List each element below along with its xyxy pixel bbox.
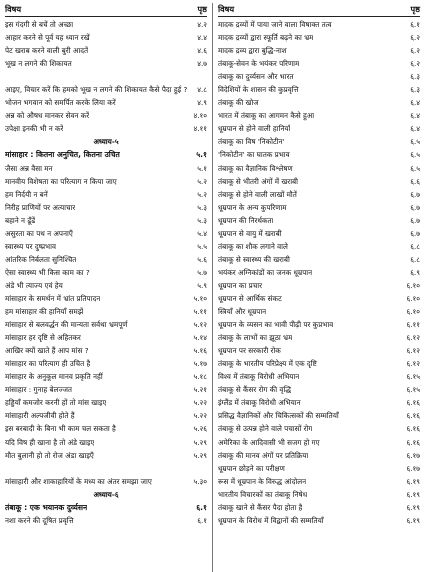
entry-page-number: ५.१८ (193, 372, 207, 382)
entry-page-number: ४.८ (197, 85, 207, 95)
toc-entry (5, 70, 207, 96)
toc-entry (218, 122, 420, 135)
toc-entry (218, 514, 420, 527)
toc-entry (5, 409, 207, 422)
entry-page-number: ५.२९ (193, 437, 207, 447)
entry-title: इस गंदगी से बचें तो अच्छा (5, 20, 74, 29)
entry-page-number: ५.३० (193, 476, 207, 486)
toc-entry (5, 462, 207, 488)
toc-entry (218, 475, 420, 488)
toc-entry (5, 240, 207, 253)
entry-page-number: ६.२ (410, 59, 420, 69)
entry-title: उपेक्षा इनकी भी न करें (5, 124, 64, 134)
entry-page-number: ६.८ (410, 241, 420, 251)
toc-entry (5, 357, 207, 370)
entry-title: इंग्लैंड में तंबाकू विरोधी अभियान (218, 398, 301, 408)
toc-entry (5, 422, 207, 435)
toc-entry (5, 344, 207, 357)
toc-entry (218, 436, 420, 449)
entry-page-number: ६.४ (410, 111, 420, 121)
entry-title: तंबाकू के लाभों का झूठा भ्रम (218, 333, 293, 343)
entry-title: धूम्रपान की निरर्थकता (218, 215, 274, 225)
entry-title: आखिर क्यों खाते हैं आप मांस ? (5, 346, 89, 356)
toc-entry (218, 266, 420, 279)
toc-entry (218, 83, 420, 96)
entry-title: मांसाहार : कितना अनुचित, कितना उचित (5, 150, 120, 160)
toc-entry (218, 488, 420, 501)
entry-page-number: ५.५ (197, 241, 207, 251)
toc-entry (218, 462, 420, 475)
entry-page-number: ६.७ (410, 215, 420, 225)
entry-title: तंबाकू के भारतीय परिप्रेक्ष्य में एक दृष्टि (218, 359, 317, 369)
entry-title: भयंकर अग्निकांडों का जनक धूम्रपान (218, 267, 313, 277)
toc-entry (5, 214, 207, 227)
entry-page-number: ५.२१ (193, 385, 207, 395)
entry-page-number: ६.१ (196, 502, 207, 512)
page-heading: पृष्ठ (197, 4, 207, 14)
entry-title: धूम्रपान के व्यसन का भावी पीढ़ी पर कुप्रभाव (218, 320, 334, 330)
entry-title: हम मांसाहार की हानियाँ समझें (5, 307, 84, 317)
entry-page-number: ५.२२ (193, 411, 207, 421)
entry-page-number: ६.१२ (406, 333, 420, 343)
toc-entry (218, 370, 420, 383)
entry-title: असुरता का पथ न अपनाएँ (5, 228, 73, 238)
entry-title: विदेशियों के शासन की कुप्रवृत्ति (218, 85, 299, 95)
entry-page-number: ६.१ (410, 20, 420, 29)
entry-page-number: ६.१६ (406, 411, 420, 421)
toc-entry (5, 279, 207, 292)
entry-title: तंबाकू से कैंसर रोग की वृद्धि (218, 385, 292, 395)
entry-page-number: ६.३ (410, 85, 420, 95)
entry-page-number: ५.३ (197, 215, 207, 225)
toc-entry (5, 514, 207, 527)
entry-title: हम निर्दयी न बनें (5, 189, 48, 199)
entry-page-number: ६.१० (406, 293, 420, 303)
toc-entry (218, 501, 420, 514)
entry-page-number: ६.७ (410, 202, 420, 212)
subject-heading: विषय (218, 4, 235, 14)
toc-entry (218, 214, 420, 227)
toc-entry (218, 135, 420, 148)
entry-title: धूम्रपान से होने वाली हानियाँ (218, 124, 291, 134)
entry-page-number: ५.१६ (193, 346, 207, 356)
page-heading: पृष्ठ (410, 4, 420, 14)
entry-title: हड्डियाँ कमजोर करनी हों तो मांस खाइए (5, 398, 107, 408)
toc-entry (5, 201, 207, 214)
entry-title: मांसाहार के समर्थन में भ्रांत प्रतिपादन (5, 293, 101, 303)
toc-entry (5, 31, 207, 44)
toc-entry (5, 109, 207, 122)
entry-page-number: ६.१६ (406, 424, 420, 434)
toc-entry (218, 409, 420, 422)
toc-entry (218, 357, 420, 370)
toc-entry (5, 162, 207, 175)
toc-entry (218, 70, 420, 83)
entry-title: स्वास्थ्य पर दुष्प्रभाव (5, 241, 56, 251)
entry-title: आइए, विचार करें कि हमको भूख न लगने की शिकायत कैसे पैदा हुई ? (5, 85, 188, 95)
entry-title: तंबाकू से उत्पन्न होने वाले पचासों रोग (218, 424, 313, 434)
toc-entry (218, 318, 420, 331)
entry-title: जैसा अन्न वैसा मन (5, 163, 53, 173)
entry-title: तंबाकू से होने वाली लाखों मौतें (218, 189, 297, 199)
entry-title: बहाने न ढूँढें (5, 215, 36, 225)
toc-entry (5, 436, 207, 449)
toc-entry (218, 18, 420, 31)
entry-title: धूम्रपान छोड़ने का परीक्षण (218, 463, 285, 473)
entry-title: अध्याय-६ (93, 489, 119, 499)
entry-page-number: ६.१९ (406, 489, 420, 499)
toc-entry (218, 109, 420, 122)
toc-entry (218, 175, 420, 188)
entry-page-number: ६.५ (410, 150, 420, 160)
entry-title: तंबाकू की खोज (218, 98, 259, 108)
left-entry-list (5, 18, 207, 527)
entry-page-number: ६.१७ (406, 463, 420, 473)
entry-title: रूस में धूम्रपान के विरुद्ध आंदोलन (218, 476, 307, 486)
entry-title: तंबाकू-सेवन के भयंकर परिणाम (218, 59, 300, 69)
entry-page-number: ६.१९ (406, 502, 420, 512)
entry-title: तंबाकू की मानव अंगों पर प्रतिक्रिया (218, 450, 309, 460)
entry-page-number: ६.१० (406, 307, 420, 317)
entry-page-number: ५.२ (197, 176, 207, 186)
entry-title: तंबाकू का शौक लगाने वाले (218, 241, 288, 251)
entry-page-number: ६.८ (410, 254, 420, 264)
entry-title: ऐसा स्वास्थ्य भी किस काम का ? (5, 267, 90, 277)
toc-entry (5, 253, 207, 266)
entry-title: पेट खराब करने वाली बुरी आदतें (5, 46, 89, 56)
entry-page-number: ५.२२ (193, 398, 207, 408)
toc-entry (218, 57, 420, 70)
entry-title: तंबाकू से भीतरी अंगों में खराबी (218, 176, 299, 186)
toc-entry (5, 188, 207, 201)
entry-title: 'निकोटीन' का घातक प्रभाव (218, 150, 290, 160)
entry-title: धूम्रपान का प्रचार (218, 280, 263, 290)
entry-page-number: ६.१९ (406, 515, 420, 525)
entry-page-number: ६.६ (410, 176, 420, 186)
entry-title: मांसाहार : गुनाह बेलज्जत (5, 385, 73, 395)
entry-title: भोजन भगवान को समर्पित करके लिया करें (5, 98, 116, 108)
toc-entry (218, 253, 420, 266)
toc-entry (218, 449, 420, 462)
entry-page-number: ६.७ (410, 228, 420, 238)
entry-title: तंबाकू से स्वास्थ्य की खराबी (218, 254, 290, 264)
entry-title: धूम्रपान से आर्थिक संकट (218, 293, 282, 303)
toc-entry (218, 188, 420, 201)
entry-page-number: ५.६ (197, 254, 207, 264)
entry-title: मांसाहारी और शाकाहारियों के मध्य का अंतर समझा जाए (5, 476, 152, 486)
entry-page-number: ६.१५ (406, 385, 420, 395)
toc-entry (218, 422, 420, 435)
right-column-header (218, 3, 420, 17)
entry-title: भारत में तंबाकू का आगमन कैसे हुआ (218, 111, 315, 121)
chapter-title-entry (5, 501, 207, 514)
entry-page-number: ६.२ (410, 33, 420, 43)
entry-title: तंबाकू का दुर्व्यसन और भारत (218, 72, 294, 82)
entry-title: मानवीय विशेषता का परित्याग न किया जाए (5, 176, 117, 186)
entry-title: तंबाकू खाने से कैंसर पैदा होता है (218, 502, 303, 512)
entry-title: अंडे भी त्याज्य एवं हेय (5, 280, 63, 290)
toc-entry (5, 396, 207, 409)
entry-title: अन्न को औषध मानकर सेवन करें (5, 111, 90, 121)
toc-entry (5, 122, 207, 135)
toc-entry (5, 44, 207, 57)
entry-page-number: ५.२ (197, 189, 207, 199)
entry-page-number: ४.१० (193, 111, 207, 121)
toc-entry (5, 227, 207, 240)
entry-title: स्त्रियाँ और धूम्रपान (218, 307, 267, 317)
toc-entry (5, 370, 207, 383)
entry-page-number: ५.१ (197, 163, 207, 173)
entry-page-number: ५.१७ (193, 359, 207, 369)
entry-page-number: ६.१० (406, 280, 420, 290)
entry-title: इस बरबादी के बिना भी काम चल सकता है (5, 424, 116, 434)
toc-entry (218, 331, 420, 344)
entry-page-number: ४.७ (197, 59, 207, 69)
entry-page-number: ४.९ (197, 98, 207, 108)
toc-entry (218, 227, 420, 240)
toc-entry (5, 96, 207, 109)
entry-page-number: ६.१६ (406, 398, 420, 408)
entry-page-number: ६.३ (410, 72, 420, 82)
entry-page-number: ४.२ (197, 20, 207, 29)
entry-page-number: ५.७ (197, 267, 207, 277)
toc-entry (5, 331, 207, 344)
toc-entry (5, 449, 207, 462)
entry-page-number: ६.१७ (406, 450, 420, 460)
entry-title: यदि विष ही खाना है तो अंडे खाइए (5, 437, 95, 447)
entry-title: मादक द्रव्यों द्वारा स्फूर्ति बढ़ने का भ्रम (218, 33, 314, 43)
entry-page-number: ६.१ (197, 515, 207, 525)
contents-columns (5, 3, 420, 572)
entry-title: निरीह प्राणियों पर अत्याचार (5, 202, 76, 212)
entry-title: मांसाहार से बलवर्द्धन की मान्यता सर्वथा भ्रमपूर्ण (5, 320, 128, 330)
entry-title: मादक द्रव्यों में पाया जाने वाला विषाक्त तत्व (218, 20, 332, 29)
entry-title: आहार करने से पूर्व यह ध्यान रखें (5, 33, 90, 43)
entry-title: धूम्रपान पर सरकारी रोक (218, 346, 281, 356)
toc-entry (5, 318, 207, 331)
entry-page-number: ६.१२ (406, 346, 420, 356)
entry-page-number: ५.२६ (193, 424, 207, 434)
entry-title: तंबाकू : एक भयानक दुर्व्यसन (5, 502, 88, 512)
toc-entry (5, 266, 207, 279)
entry-title: मादक द्रव्य द्वारा बुद्धि-नाश (218, 46, 287, 56)
right-column (213, 3, 420, 572)
entry-page-number: ६.७ (410, 189, 420, 199)
entry-page-number: ५.३ (197, 202, 207, 212)
entry-title: धूम्रपान के विरोध में विद्वानों की सम्मतियाँ (218, 515, 324, 525)
entry-title: प्रसिद्ध वैज्ञानिकों और चिकित्सकों की सम्मतियाँ (218, 411, 339, 421)
entry-page-number: ५.४ (197, 228, 207, 238)
entry-title: अध्याय-५ (93, 137, 119, 147)
entry-page-number: ६.२ (410, 46, 420, 56)
entry-title: अमेरिका के आदिवासी भी सजग हो गए (218, 437, 320, 447)
right-entry-list (218, 18, 420, 527)
entry-title: धूम्रपान से वायु में खराबी (218, 228, 282, 238)
entry-page-number: ५.११ (193, 307, 207, 317)
toc-entry (5, 305, 207, 318)
entry-page-number: ५.१ (196, 150, 207, 160)
entry-title: भूख न लगने की शिकायत (5, 59, 72, 69)
entry-page-number: ५.१० (193, 293, 207, 303)
entry-page-number: ६.१९ (406, 476, 420, 486)
toc-entry (5, 175, 207, 188)
toc-entry (5, 292, 207, 305)
entry-page-number: ६.१६ (406, 437, 420, 447)
entry-page-number: ६.५ (410, 163, 420, 173)
entry-title: भारतीय विचारकों का तंबाकू निषेध (218, 489, 308, 499)
toc-entry (218, 344, 420, 357)
entry-title: मांसाहारी अल्पजीवी होते हैं (5, 411, 75, 421)
chapter-title-entry (5, 148, 207, 161)
entry-title: तंबाकू का विष 'निकोटीन' (218, 137, 285, 147)
entry-title: मांसाहार के अनुकूल मानव प्रकृति नहीं (5, 372, 103, 382)
entry-page-number: ६.५ (410, 137, 420, 147)
entry-page-number: ४.११ (193, 124, 207, 134)
toc-entry (218, 96, 420, 109)
toc-entry (5, 18, 207, 31)
entry-page-number: ५.१४ (193, 333, 207, 343)
entry-page-number: ५.१२ (193, 320, 207, 330)
toc-entry (218, 383, 420, 396)
entry-title: धूम्रपान के अन्य कुपरिणाम (218, 202, 287, 212)
left-column (5, 3, 213, 572)
entry-page-number: ६.९ (410, 267, 420, 277)
toc-entry (218, 240, 420, 253)
entry-title: विश्व में तंबाकू विरोधी अभियान (218, 372, 300, 382)
entry-title: मौत बुलानी हो तो रोज अंडा खाइएँ (5, 450, 94, 460)
entry-page-number: ४.४ (197, 33, 207, 43)
entry-title: आंतरिक निर्बलता सुनिश्चित (5, 254, 77, 264)
toc-entry (218, 201, 420, 214)
chapter-heading (5, 135, 207, 148)
entry-page-number: ६.११ (406, 320, 420, 330)
toc-entry (5, 57, 207, 70)
entry-page-number: ५.९ (197, 280, 207, 290)
entry-page-number: ६.१५ (406, 372, 420, 382)
entry-title: नशा करने की दूषित प्रवृत्ति (5, 515, 74, 525)
toc-entry (218, 148, 420, 161)
toc-entry (218, 292, 420, 305)
chapter-heading (5, 488, 207, 501)
entry-page-number: ६.४ (410, 98, 420, 108)
entry-page-number: ६.४ (410, 124, 420, 134)
entry-title: मांसाहार का परित्याग ही उचित है (5, 359, 91, 369)
left-column-header (5, 3, 207, 17)
toc-entry (218, 31, 420, 44)
entry-title: मांसाहार हर दृष्टि से अहितकर (5, 333, 81, 343)
entry-page-number: ६.१२ (406, 359, 420, 369)
toc-entry (218, 44, 420, 57)
toc-entry (218, 162, 420, 175)
toc-entry (5, 383, 207, 396)
entry-page-number: ४.६ (197, 46, 207, 56)
entry-title: तंबाकू का वैज्ञानिक विश्लेषण (218, 163, 293, 173)
toc-entry (218, 396, 420, 409)
subject-heading: विषय (5, 4, 22, 14)
entry-page-number: ५.२९ (193, 450, 207, 460)
toc-entry (218, 279, 420, 292)
toc-entry (218, 305, 420, 318)
